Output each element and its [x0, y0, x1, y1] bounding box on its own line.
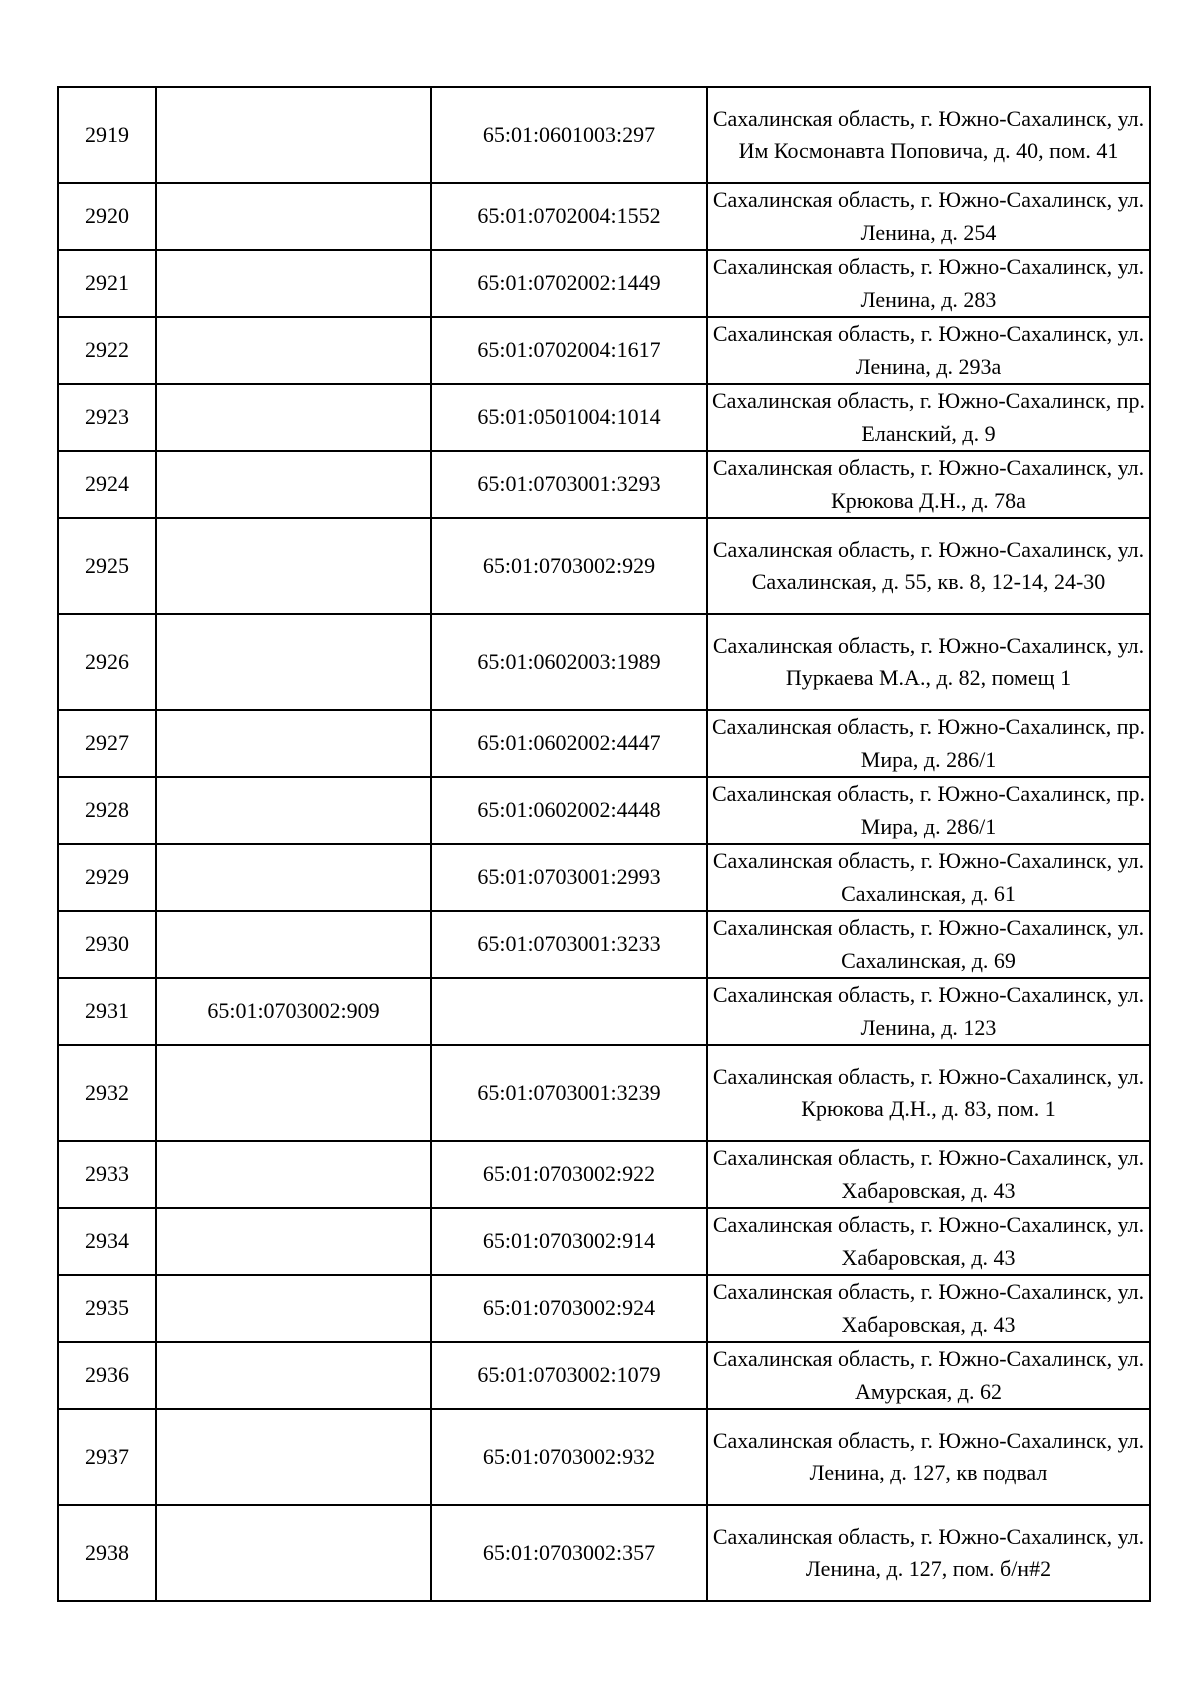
premises-cadastral-number-cell: 65:01:0702004:1552	[431, 183, 707, 250]
table-row	[58, 978, 1150, 1045]
row-number-cell: 2937	[58, 1409, 156, 1505]
address-cell: Сахалинская область, г. Южно-Сахалинск, ул. Сахалинская, д. 55, кв. 8, 12-14, 24-30	[707, 518, 1150, 614]
premises-cadastral-number-cell: 65:01:0703002:357	[431, 1505, 707, 1601]
address-cell: Сахалинская область, г. Южно-Сахалинск, ул. Сахалинская, д. 69	[707, 911, 1150, 978]
table-row	[58, 183, 1150, 250]
cadastral-number-cell	[156, 1409, 431, 1505]
cadastral-number-cell	[156, 1342, 431, 1409]
cadastral-number-cell	[156, 451, 431, 518]
row-number-cell: 2931	[58, 978, 156, 1045]
table-row	[58, 1505, 1150, 1601]
row-number-cell: 2935	[58, 1275, 156, 1342]
table-row	[58, 911, 1150, 978]
table-row	[58, 384, 1150, 451]
row-number-cell: 2920	[58, 183, 156, 250]
registry-table-body	[58, 87, 1150, 1601]
row-number-cell: 2927	[58, 710, 156, 777]
cadastral-number-cell	[156, 777, 431, 844]
address-cell: Сахалинская область, г. Южно-Сахалинск, ул. Ленина, д. 293а	[707, 317, 1150, 384]
premises-cadastral-number-cell: 65:01:0702004:1617	[431, 317, 707, 384]
table-row	[58, 250, 1150, 317]
row-number-cell: 2925	[58, 518, 156, 614]
row-number-cell: 2921	[58, 250, 156, 317]
cadastral-number-cell	[156, 384, 431, 451]
table-row	[58, 451, 1150, 518]
premises-cadastral-number-cell: 65:01:0703002:924	[431, 1275, 707, 1342]
cadastral-number-cell	[156, 87, 431, 183]
address-cell: Сахалинская область, г. Южно-Сахалинск, ул. Крюкова Д.Н., д. 78а	[707, 451, 1150, 518]
table-row	[58, 317, 1150, 384]
row-number-cell: 2938	[58, 1505, 156, 1601]
premises-cadastral-number-cell: 65:01:0703001:3233	[431, 911, 707, 978]
premises-cadastral-number-cell	[431, 978, 707, 1045]
table-row	[58, 1141, 1150, 1208]
table-row	[58, 1045, 1150, 1141]
table-row	[58, 710, 1150, 777]
address-cell: Сахалинская область, г. Южно-Сахалинск, пр. Еланский, д. 9	[707, 384, 1150, 451]
row-number-cell: 2934	[58, 1208, 156, 1275]
property-registry-table	[57, 86, 1151, 1602]
cadastral-number-cell	[156, 844, 431, 911]
row-number-cell: 2922	[58, 317, 156, 384]
cadastral-number-cell	[156, 1505, 431, 1601]
address-cell: Сахалинская область, г. Южно-Сахалинск, пр. Мира, д. 286/1	[707, 710, 1150, 777]
row-number-cell: 2926	[58, 614, 156, 710]
premises-cadastral-number-cell: 65:01:0602002:4448	[431, 777, 707, 844]
cadastral-number-cell	[156, 183, 431, 250]
table-row	[58, 1342, 1150, 1409]
row-number-cell: 2930	[58, 911, 156, 978]
cadastral-number-cell	[156, 710, 431, 777]
address-cell: Сахалинская область, г. Южно-Сахалинск, ул. Ленина, д. 283	[707, 250, 1150, 317]
row-number-cell: 2932	[58, 1045, 156, 1141]
table-row	[58, 1208, 1150, 1275]
table-row	[58, 844, 1150, 911]
cadastral-number-cell	[156, 1208, 431, 1275]
address-cell: Сахалинская область, г. Южно-Сахалинск, пр. Мира, д. 286/1	[707, 777, 1150, 844]
cadastral-number-cell	[156, 518, 431, 614]
row-number-cell: 2924	[58, 451, 156, 518]
table-row	[58, 777, 1150, 844]
premises-cadastral-number-cell: 65:01:0703002:929	[431, 518, 707, 614]
cadastral-number-cell	[156, 317, 431, 384]
row-number-cell: 2933	[58, 1141, 156, 1208]
cadastral-number-cell	[156, 250, 431, 317]
premises-cadastral-number-cell: 65:01:0702002:1449	[431, 250, 707, 317]
premises-cadastral-number-cell: 65:01:0703002:932	[431, 1409, 707, 1505]
address-cell: Сахалинская область, г. Южно-Сахалинск, ул. Хабаровская, д. 43	[707, 1141, 1150, 1208]
cadastral-number-cell	[156, 614, 431, 710]
premises-cadastral-number-cell: 65:01:0703002:1079	[431, 1342, 707, 1409]
premises-cadastral-number-cell: 65:01:0501004:1014	[431, 384, 707, 451]
premises-cadastral-number-cell: 65:01:0703001:2993	[431, 844, 707, 911]
table-row	[58, 614, 1150, 710]
premises-cadastral-number-cell: 65:01:0601003:297	[431, 87, 707, 183]
premises-cadastral-number-cell: 65:01:0602002:4447	[431, 710, 707, 777]
cadastral-number-cell	[156, 1141, 431, 1208]
premises-cadastral-number-cell: 65:01:0703001:3239	[431, 1045, 707, 1141]
premises-cadastral-number-cell: 65:01:0703002:922	[431, 1141, 707, 1208]
table-row	[58, 1409, 1150, 1505]
address-cell: Сахалинская область, г. Южно-Сахалинск, ул. Хабаровская, д. 43	[707, 1208, 1150, 1275]
row-number-cell: 2928	[58, 777, 156, 844]
address-cell: Сахалинская область, г. Южно-Сахалинск, ул. Амурская, д. 62	[707, 1342, 1150, 1409]
premises-cadastral-number-cell: 65:01:0703002:914	[431, 1208, 707, 1275]
row-number-cell: 2923	[58, 384, 156, 451]
table-row	[58, 87, 1150, 183]
table-row	[58, 1275, 1150, 1342]
address-cell: Сахалинская область, г. Южно-Сахалинск, ул. Хабаровская, д. 43	[707, 1275, 1150, 1342]
address-cell: Сахалинская область, г. Южно-Сахалинск, ул. Им Космонавта Поповича, д. 40, пом. 41	[707, 87, 1150, 183]
address-cell: Сахалинская область, г. Южно-Сахалинск, ул. Сахалинская, д. 61	[707, 844, 1150, 911]
address-cell: Сахалинская область, г. Южно-Сахалинск, ул. Крюкова Д.Н., д. 83, пом. 1	[707, 1045, 1150, 1141]
cadastral-number-cell	[156, 1045, 431, 1141]
address-cell: Сахалинская область, г. Южно-Сахалинск, ул. Ленина, д. 123	[707, 978, 1150, 1045]
address-cell: Сахалинская область, г. Южно-Сахалинск, ул. Ленина, д. 127, пом. б/н#2	[707, 1505, 1150, 1601]
address-cell: Сахалинская область, г. Южно-Сахалинск, ул. Пуркаева М.А., д. 82, помещ 1	[707, 614, 1150, 710]
cadastral-number-cell	[156, 911, 431, 978]
cadastral-number-cell: 65:01:0703002:909	[156, 978, 431, 1045]
row-number-cell: 2929	[58, 844, 156, 911]
premises-cadastral-number-cell: 65:01:0703001:3293	[431, 451, 707, 518]
address-cell: Сахалинская область, г. Южно-Сахалинск, ул. Ленина, д. 254	[707, 183, 1150, 250]
cadastral-number-cell	[156, 1275, 431, 1342]
premises-cadastral-number-cell: 65:01:0602003:1989	[431, 614, 707, 710]
table-row	[58, 518, 1150, 614]
row-number-cell: 2919	[58, 87, 156, 183]
row-number-cell: 2936	[58, 1342, 156, 1409]
address-cell: Сахалинская область, г. Южно-Сахалинск, ул. Ленина, д. 127, кв подвал	[707, 1409, 1150, 1505]
